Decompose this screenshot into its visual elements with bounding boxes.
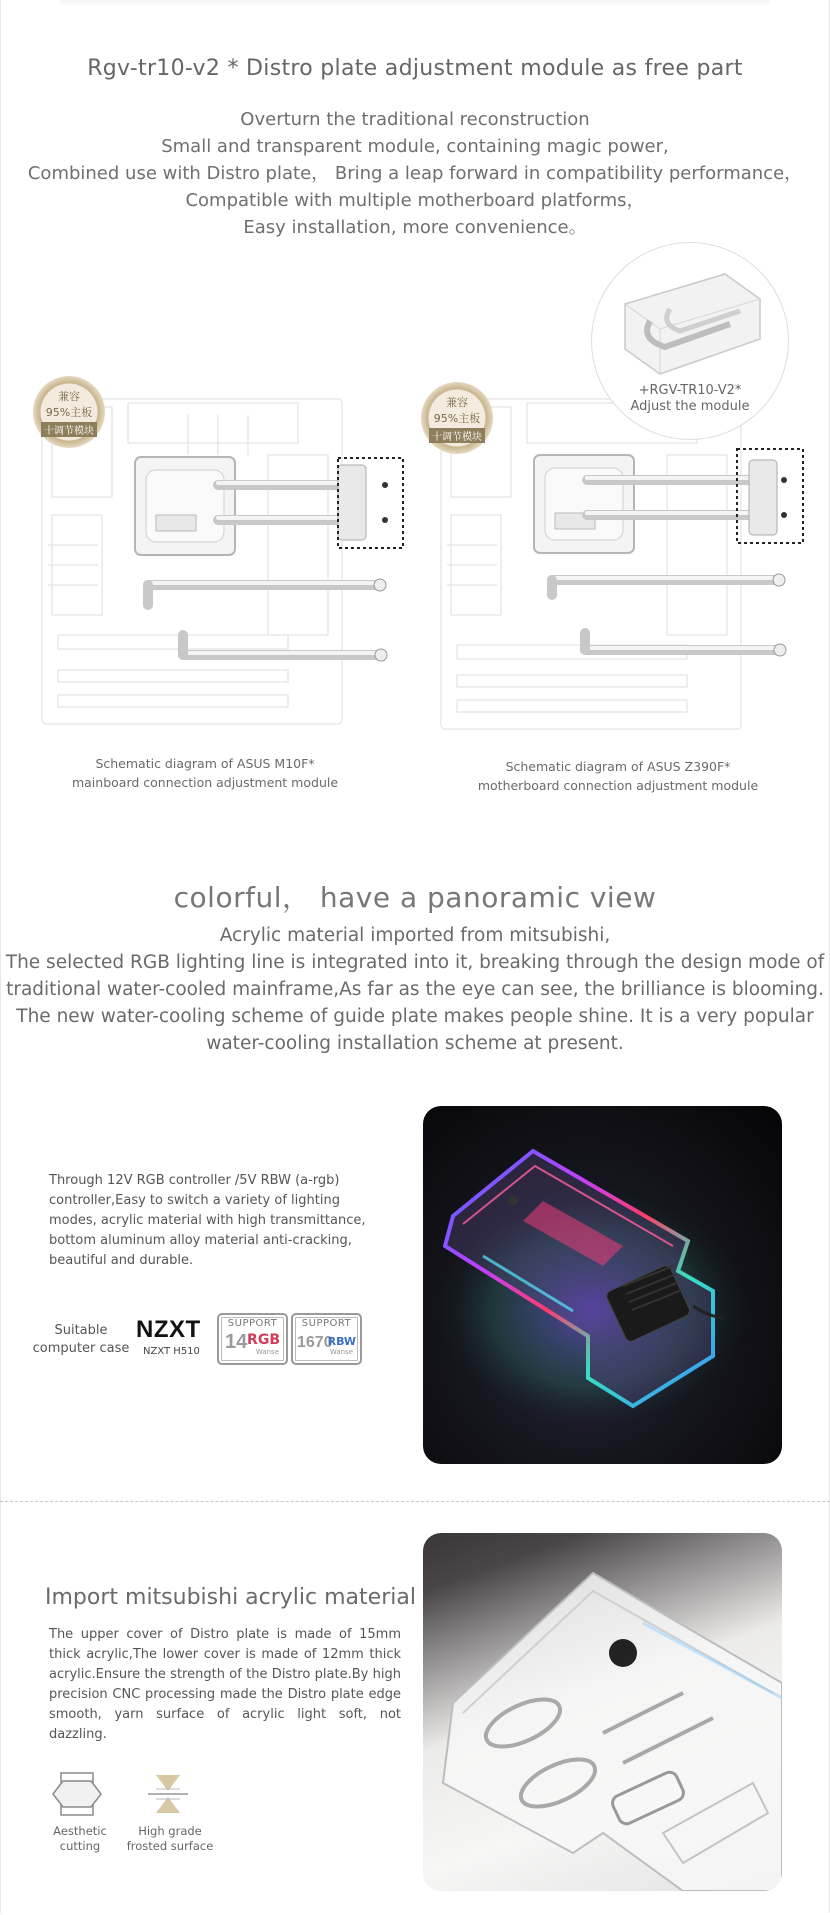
rgb-plate-illustration	[423, 1106, 782, 1464]
icon-label-line: frosted surface	[126, 1839, 214, 1853]
icon-label-frosted	[118, 1824, 222, 1854]
support-maker: Wanse	[329, 1348, 353, 1356]
caption-right	[453, 757, 783, 795]
section2-line: water-cooling installation scheme at present.	[206, 1033, 624, 1054]
icon-label-aesthetic	[35, 1824, 125, 1854]
support-rgb-badge	[217, 1313, 288, 1365]
support-number: 1670	[297, 1334, 333, 1351]
adjustment-module-image	[610, 269, 770, 379]
badge-line: 十调节模块	[429, 428, 485, 443]
section3-title: Import mitsubishi acrylic material	[45, 1585, 416, 1610]
section1-title: Rgv-tr10-v2 * Distro plate adjustment module as free part	[87, 56, 743, 81]
hexagon-icon	[49, 1771, 105, 1817]
section2-line: traditional water-cooled mainframe,As far as the eye can see, the brilliance is blooming.	[6, 979, 824, 1000]
section1-line: Small and transparent module, containing magic power,	[161, 136, 669, 157]
acrylic-plate-photo	[423, 1533, 782, 1891]
section2-line: Acrylic material imported from mitsubishi,	[219, 925, 611, 946]
caption-left	[40, 754, 370, 792]
acrylic-description: The upper cover of Distro plate is made of 15mm thick acrylic,The lower cover is made of 12mm thick acrylic.Ensure the strength of the Distro plate.By high precision CNC processing made the Distro plate edge smooth, yarn surface of acrylic light soft, not dazzling.	[49, 1627, 401, 1742]
badge-line: 十调节模块	[41, 422, 97, 437]
support-word: RBW	[327, 1335, 356, 1348]
case-model: NZXT H510	[143, 1346, 200, 1357]
suitable-line: computer case	[32, 1341, 130, 1356]
compatibility-badge	[421, 382, 493, 454]
badge-line: 兼容	[58, 389, 80, 403]
section1-line: Combined use with Distro plate， Bring a leap forward in compatibility performance，	[27, 163, 803, 184]
compatibility-badge	[33, 376, 105, 448]
rgb-distro-plate-photo	[423, 1106, 782, 1464]
support-maker: Wanse	[255, 1348, 279, 1356]
icon-label-line: Aesthetic	[53, 1824, 107, 1838]
badge-line: 95%主板	[45, 405, 93, 419]
support-head: SUPPORT	[227, 1318, 278, 1329]
section2-paragraph	[0, 922, 830, 1057]
section2-line: The new water-cooling scheme of guide plate makes people shine. It is a very popular	[16, 1006, 814, 1027]
suitable-line: Suitable	[54, 1323, 108, 1338]
top-divider	[60, 0, 770, 6]
module-label: Adjust the module	[630, 399, 750, 414]
badge-line: 95%主板	[433, 411, 481, 425]
caption-line: motherboard connection adjustment module	[477, 778, 759, 793]
icon-label-line: High grade	[138, 1824, 202, 1838]
section1-paragraph	[0, 106, 830, 241]
module-label: +RGV-TR10-V2*	[638, 383, 742, 398]
section-divider	[0, 1501, 830, 1502]
nzxt-logo: NZXT	[136, 1316, 201, 1343]
caption-line: Schematic diagram of ASUS Z390F*	[505, 759, 731, 774]
support-rbw-badge	[291, 1313, 362, 1365]
motherboard-diagram-z390f	[437, 395, 807, 735]
module-circle	[591, 242, 789, 440]
badge-line: 兼容	[446, 395, 468, 409]
acrylic-plate-illustration	[423, 1533, 782, 1891]
caption-line: mainboard connection adjustment module	[71, 775, 339, 790]
section1-line: Compatible with multiple motherboard platforms，	[185, 190, 645, 211]
section2-line: The selected RGB lighting line is integrated into it, breaking through the design mode of	[5, 952, 825, 973]
support-number: 14	[225, 1331, 248, 1353]
rgb-description: Through 12V RGB controller /5V RBW (a-rgb) controller,Easy to switch a variety of lighting modes, acrylic material with high transmittance, bottom aluminum alloy material anti-cracking, beautiful and durable.	[49, 1173, 366, 1268]
suitable-label	[28, 1322, 134, 1358]
section1-line: Overturn the traditional reconstruction	[240, 109, 590, 130]
icon-label-line: cutting	[59, 1839, 101, 1853]
caption-line: Schematic diagram of ASUS M10F*	[95, 756, 315, 771]
support-head: SUPPORT	[301, 1318, 352, 1329]
motherboard-diagram-m10f	[38, 395, 408, 730]
support-word: RGB	[247, 1332, 280, 1348]
section2-title: colorful， have a panoramic view	[173, 881, 657, 914]
section1-line: Easy installation, more convenience。	[243, 217, 587, 238]
hourglass-icon	[140, 1771, 196, 1817]
